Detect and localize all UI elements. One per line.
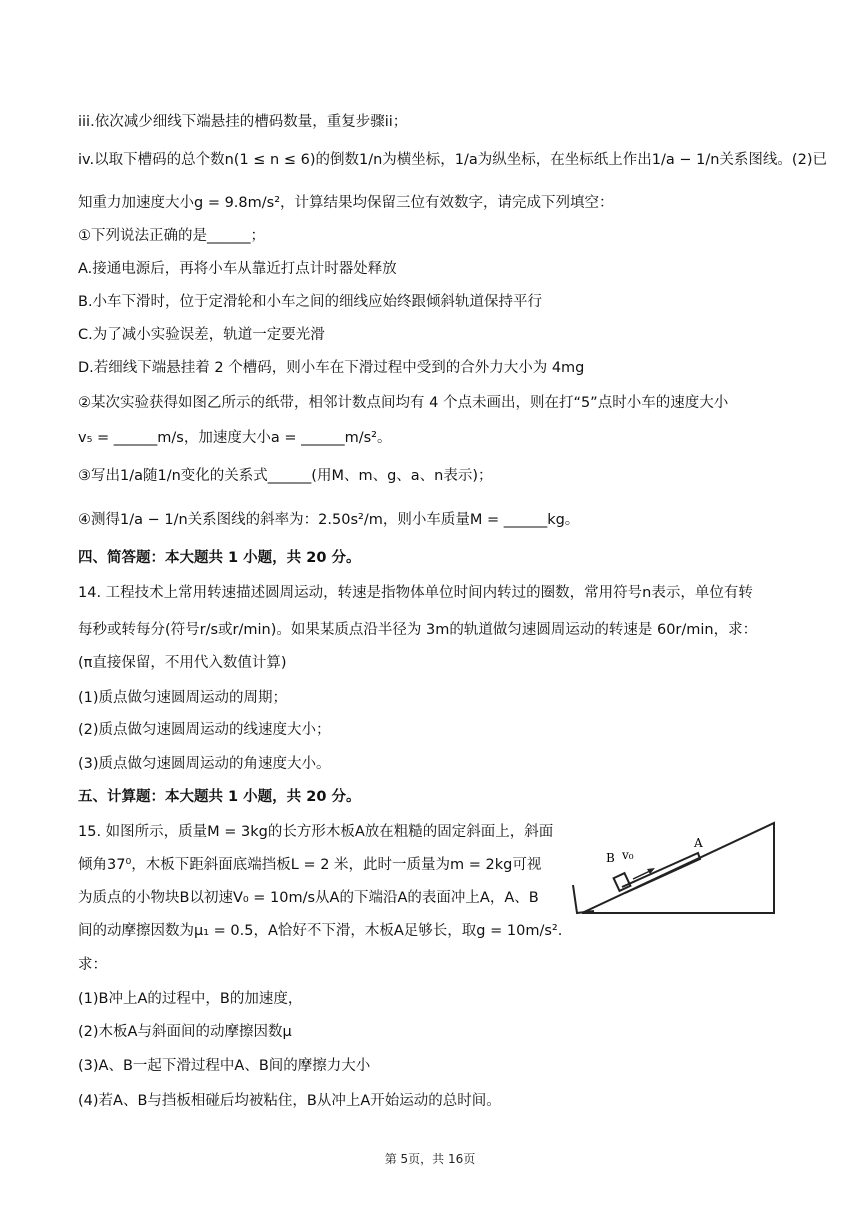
- q15-line-5: 求：: [78, 957, 107, 973]
- q14-line-2: 每秒或转每分(符号r/s或r/min)。如果某质点沿半径为 3m的轨道做匀速圆周运动的转速是 60r/min，求：: [78, 622, 758, 638]
- line-10: v₅ = ______m/s，加速度大小a = ______m/s²。: [78, 430, 392, 446]
- line-11: ③写出1/a随1/n变化的关系式______(用M、m、g、a、n表示)；: [78, 468, 493, 484]
- option-b: B.小车下滑时，位于定滑轮和小车之间的细线应始终跟倾斜轨道保持平行: [78, 294, 543, 310]
- board-a: [622, 853, 700, 893]
- label-b: B: [606, 851, 615, 865]
- q15-line-1: 15. 如图所示，质量M = 3kg的长方形木板A放在粗糙的固定斜面上，斜面: [78, 824, 554, 840]
- option-a: A.接通电源后，再将小车从靠近打点计时器处释放: [78, 261, 397, 277]
- q14-line-3: (π直接保留，不用代入数值计算): [78, 655, 287, 671]
- line-3: 知重力加速度大小g = 9.8m/s²，计算结果均保留三位有效数字，请完成下列填空：: [78, 195, 614, 211]
- page-footer: 第 5页，共 16页: [384, 1152, 476, 1166]
- q15-part-4: (4)若A、B与挡板相碰后均被粘住，B从冲上A开始运动的总时间。: [78, 1093, 501, 1109]
- section-4-heading: 四、简答题：本大题共 1 小题，共 20 分。: [78, 550, 361, 566]
- q14-part-2: (2)质点做匀速圆周运动的线速度大小；: [78, 722, 331, 738]
- option-d: D.若细线下端悬挂着 2 个槽码，则小车在下滑过程中受到的合外力大小为 4mg: [78, 360, 585, 376]
- q14-part-1: (1)质点做匀速圆周运动的周期；: [78, 690, 288, 706]
- q15-line-3: 为质点的小物块B以初速V₀ = 10m/s从A的下端沿A的表面冲上A，A、B: [78, 890, 539, 906]
- q15-part-1: (1)B冲上A的过程中，B的加速度，: [78, 991, 303, 1007]
- q14-part-3: (3)质点做匀速圆周运动的角速度大小。: [78, 756, 331, 772]
- q15-line-4: 间的动摩擦因数为μ₁ = 0.5，A恰好不下滑，木板A足够长，取g = 10m/s².: [78, 923, 563, 939]
- label-v0: v₀: [622, 848, 634, 862]
- line-12: ④测得1/a − 1/n关系图线的斜率为：2.50s²/m，则小车质量M = ______kg。: [78, 512, 580, 528]
- option-c: C.为了减小实验误差，轨道一定要光滑: [78, 327, 325, 343]
- q15-part-3: (3)A、B一起下滑过程中A、B间的摩擦力大小: [78, 1058, 371, 1074]
- line-9: ②某次实验获得如图乙所示的纸带，相邻计数点间均有 4 个点未画出，则在打“5”点时小车的速度大小: [78, 395, 729, 411]
- q15-part-2: (2)木板A与斜面间的动摩擦因数μ: [78, 1024, 292, 1040]
- section-5-heading: 五、计算题：本大题共 1 小题，共 20 分。: [78, 789, 361, 805]
- q15-line-2: 倾角37⁰，木板下距斜面底端挡板L = 2 米，此时一质量为m = 2kg可视: [78, 857, 542, 873]
- line-4: ①下列说法正确的是______；: [78, 228, 265, 244]
- q14-line-1: 14. 工程技术上常用转速描述圆周运动，转速是指物体单位时间内转过的圈数，常用符号n表示，单位有转: [78, 585, 753, 601]
- block-b: [614, 873, 631, 891]
- incline-figure: [570, 815, 784, 920]
- label-a: A: [694, 836, 703, 850]
- line-2: iv.以取下槽码的总个数n(1 ≤ n ≤ 6)的倒数1/n为横坐标，1/a为纵坐标，在坐标纸上作出1/a − 1/n关系图线。(2)已: [78, 152, 827, 168]
- line-1: iii.依次减少细线下端悬挂的槽码数量，重复步骤ii；: [78, 114, 408, 130]
